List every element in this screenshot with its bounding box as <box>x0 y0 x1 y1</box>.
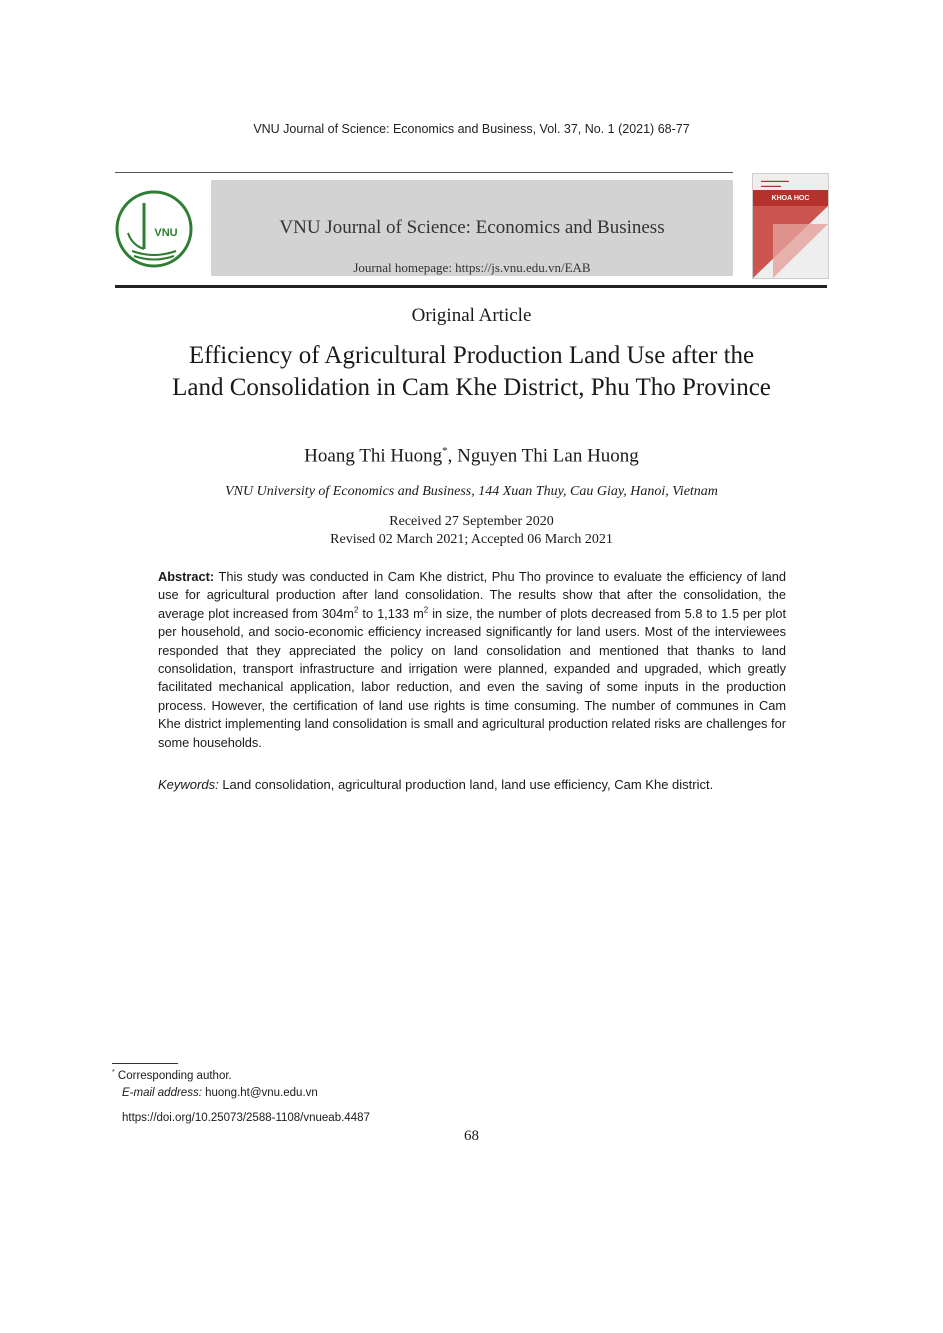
revised-accepted-date: Revised 02 March 2021; Accepted 06 March 2021 <box>330 532 613 547</box>
abstract-label: Abstract: <box>158 569 215 584</box>
cover-graphic-accent <box>773 224 828 278</box>
author-rest: , Nguyen Thi Lan Huong <box>447 445 639 467</box>
email-address: huong.ht@vnu.edu.vn <box>201 1087 318 1099</box>
email-label: E-mail address: <box>122 1087 202 1099</box>
corresponding-mark: * <box>442 445 448 457</box>
article-dates <box>0 513 943 549</box>
journal-banner <box>211 180 733 276</box>
keywords-text: Land consolidation, agricultural production land, land use efficiency, Cam Khe district. <box>218 777 714 792</box>
doi-link[interactable]: https://doi.org/10.25073/2588-1108/vnueab.4487 <box>122 1112 370 1124</box>
journal-name: VNU Journal of Science: Economics and Business <box>279 217 665 238</box>
article-type: Original Article <box>411 305 532 326</box>
authors <box>0 445 943 467</box>
abstract <box>158 568 786 752</box>
footnote-corresponding <box>112 1069 232 1082</box>
title-line-1: Efficiency of Agricultural Production Land Use after the <box>188 342 755 369</box>
vnu-logo <box>114 189 194 269</box>
header-bottom-rule <box>115 285 827 288</box>
header-top-rule <box>115 172 733 173</box>
author-first: Hoang Thi Huong <box>304 445 443 467</box>
corresponding-label: Corresponding author. <box>114 1069 232 1082</box>
logo-text: VNU <box>154 227 178 239</box>
abstract-text-2: to 1,133 m <box>358 605 424 621</box>
affiliation: VNU University of Economics and Business, 144 Xuan Thuy, Cau Giay, Hanoi, Vietnam <box>225 484 718 499</box>
footnote-email <box>122 1087 318 1099</box>
keywords-label: Keywords: <box>158 777 219 792</box>
footnote-mark: * <box>112 1069 115 1076</box>
abstract-text-3: in size, the number of plots decreased from 5.8 to 1.5 per plot per household, and socio-economic efficiency increased significantly for land users. Most of the interviewees responded that they appreciated the policy on land consolidation and mentioned that thanks to land consolidation, transport infrastructure and irrigation were planned, expanded and upgraded, which greatly facilitated mechanical application, labor reduction, and even the saving of some inputs in the production process. However, the certification of land use rights is time consuming. The number of communes in Cam Khe district implementing land consolidation is small and agricultural production related risks are challenges for some households. <box>158 605 786 750</box>
page-number: 68 <box>464 1128 479 1144</box>
cover-title: KHOA HOC <box>753 190 828 206</box>
article-title <box>100 340 843 404</box>
journal-cover-thumbnail <box>752 173 829 279</box>
cover-header-lines: ▬▬▬▬▬▬▬ ▬▬▬▬▬ <box>761 178 789 188</box>
received-date: Received 27 September 2020 <box>389 514 554 529</box>
abstract-sup-2: 2 <box>423 605 429 615</box>
running-head: VNU Journal of Science: Economics and Business, Vol. 37, No. 1 (2021) 68-77 <box>253 122 690 136</box>
abstract-sup-1: 2 <box>353 605 359 615</box>
keywords <box>158 777 786 792</box>
journal-homepage: Journal homepage: https://js.vnu.edu.vn/EAB <box>353 260 591 275</box>
abstract-text-1: This study was conducted in Cam Khe district, Phu Tho province to evaluate the efficiency of land use for agricultural production after land consolidation. The results show that after the consolidation, the average plot increased from 304m <box>158 569 786 621</box>
footnote-rule <box>112 1063 178 1064</box>
title-line-2: Land Consolidation in Cam Khe District, Phu Tho Province <box>172 374 771 401</box>
